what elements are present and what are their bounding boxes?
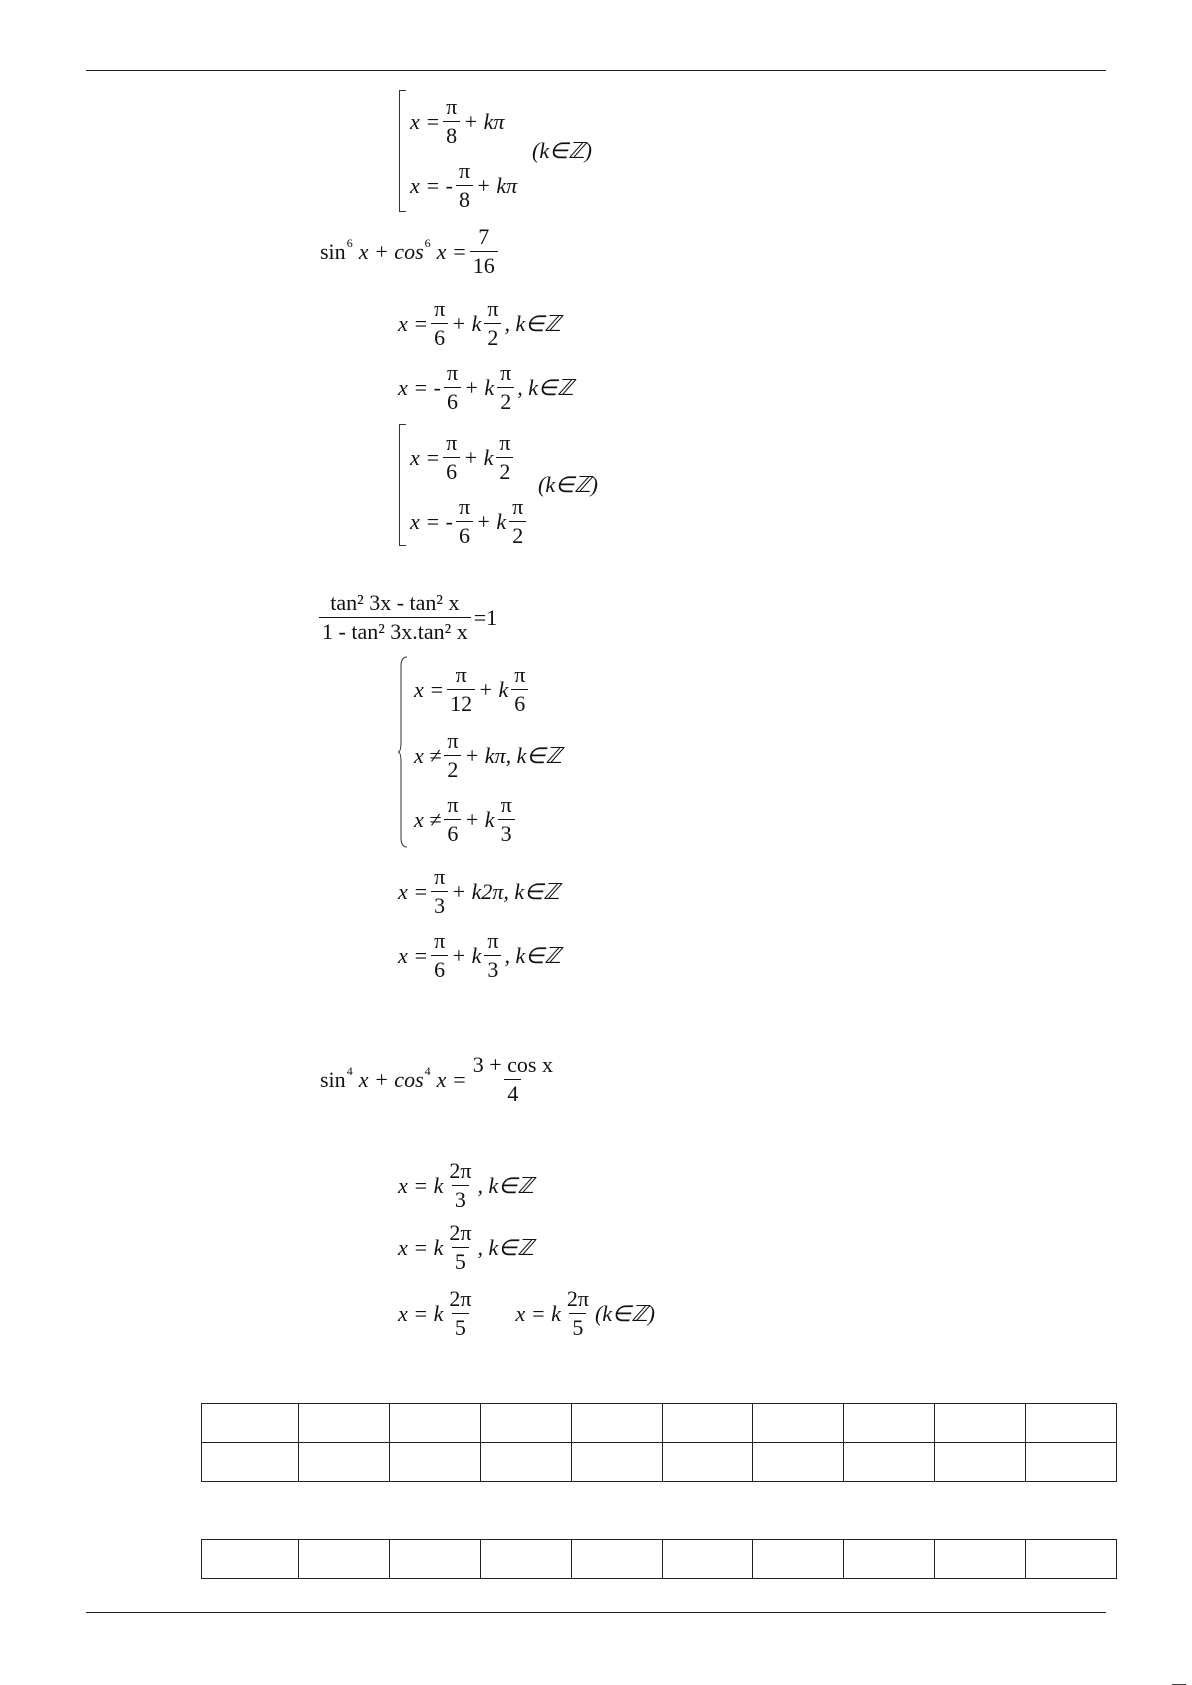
- curly-brace: [398, 656, 408, 848]
- table-cell: [935, 1404, 1026, 1443]
- table-cell: [480, 1404, 571, 1443]
- system-bracket: [399, 90, 406, 212]
- table-cell: [299, 1404, 390, 1443]
- table-cell: [571, 1540, 662, 1579]
- equation-4: sin 4 x + cos 4 x = $\frac{\text{3 + cos x}}{4}$: [320, 1052, 553, 1106]
- table-cell: [571, 1443, 662, 1482]
- table-cell: [480, 1540, 571, 1579]
- solution-4c: x = k $\frac{2\pi}{5}$ x = k $\frac{2\pi}{5}$ (k∈ℤ): [398, 1286, 655, 1340]
- system-2-row-2: x = - $\frac{\pi}{6}$ + k $\frac{\pi}{2}$: [410, 496, 529, 547]
- table-row: [202, 1404, 1117, 1443]
- table-cell: [662, 1540, 753, 1579]
- footer-rule: [86, 1612, 1106, 1613]
- answer-table-2: [201, 1539, 1117, 1579]
- table-row: [202, 1443, 1117, 1482]
- table-cell: [753, 1443, 844, 1482]
- equation-2: sin 6 x + cos 6 x = $\frac{7}{16}$: [320, 226, 501, 277]
- table-cell: [202, 1540, 299, 1579]
- table-cell: [389, 1404, 480, 1443]
- solution-2a: x = $\frac{\pi}{6}$ + k $\frac{\pi}{2}$ , k∈ℤ: [398, 296, 561, 350]
- table-cell: [1026, 1540, 1117, 1579]
- system-2-row-1: x = $\frac{\pi}{6}$ + k $\frac{\pi}{2}$: [410, 432, 516, 483]
- equation-3: $\frac{\text{tan² 3x - tan² x}}{\text{1 - tan² 3x.tan² x}}$ =1: [316, 592, 497, 643]
- system-bracket: [399, 424, 406, 546]
- system-1-condition: (k∈ℤ): [532, 138, 592, 163]
- table-cell: [753, 1540, 844, 1579]
- solution-4a: x = k $\frac{2\pi}{3}$ , k∈ℤ: [398, 1158, 534, 1212]
- table-cell: [202, 1404, 299, 1443]
- table-cell: [935, 1443, 1026, 1482]
- answer-table-1: [201, 1403, 1117, 1482]
- table-row: [202, 1540, 1117, 1579]
- table-cell: [935, 1540, 1026, 1579]
- table-cell: [1026, 1443, 1117, 1482]
- system-2-condition: (k∈ℤ): [538, 472, 598, 497]
- table-cell: [389, 1443, 480, 1482]
- table-cell: [389, 1540, 480, 1579]
- solution-4b: x = k $\frac{2\pi}{5}$ , k∈ℤ: [398, 1220, 534, 1274]
- solution-3b: x = $\frac{\pi}{6}$ + k $\frac{\pi}{3}$ , k∈ℤ: [398, 928, 561, 982]
- table-cell: [662, 1443, 753, 1482]
- table-cell: [480, 1443, 571, 1482]
- table-cell: [571, 1404, 662, 1443]
- system-3-row-2: x ≠ $\frac{\pi}{2}$ + kπ, k∈ℤ: [414, 728, 562, 782]
- solution-2b: x = - $\frac{\pi}{6}$ + k $\frac{\pi}{2}$ , k∈ℤ: [398, 360, 574, 414]
- table-cell: [662, 1404, 753, 1443]
- table-cell: [1026, 1404, 1117, 1443]
- table-cell: [844, 1443, 935, 1482]
- header-rule: [86, 70, 1106, 71]
- system-3-row-3: x ≠ $\frac{\pi}{6}$ + k $\frac{\pi}{3}$: [414, 794, 518, 845]
- table-cell: [299, 1443, 390, 1482]
- table-cell: [202, 1443, 299, 1482]
- system-1-row-1: x = $\frac{\pi}{8}$ + kπ: [410, 94, 505, 148]
- table-cell: [844, 1404, 935, 1443]
- table-cell: [299, 1540, 390, 1579]
- system-3-row-1: x = $\frac{\pi}{12}$ + k $\frac{\pi}{6}$: [414, 664, 531, 715]
- system-1-row-2: x = - $\frac{\pi}{8}$ + kπ: [410, 158, 518, 212]
- table-cell: [844, 1540, 935, 1579]
- solution-3a: x = $\frac{\pi}{3}$ + k2π, k∈ℤ: [398, 864, 560, 918]
- table-cell: [753, 1404, 844, 1443]
